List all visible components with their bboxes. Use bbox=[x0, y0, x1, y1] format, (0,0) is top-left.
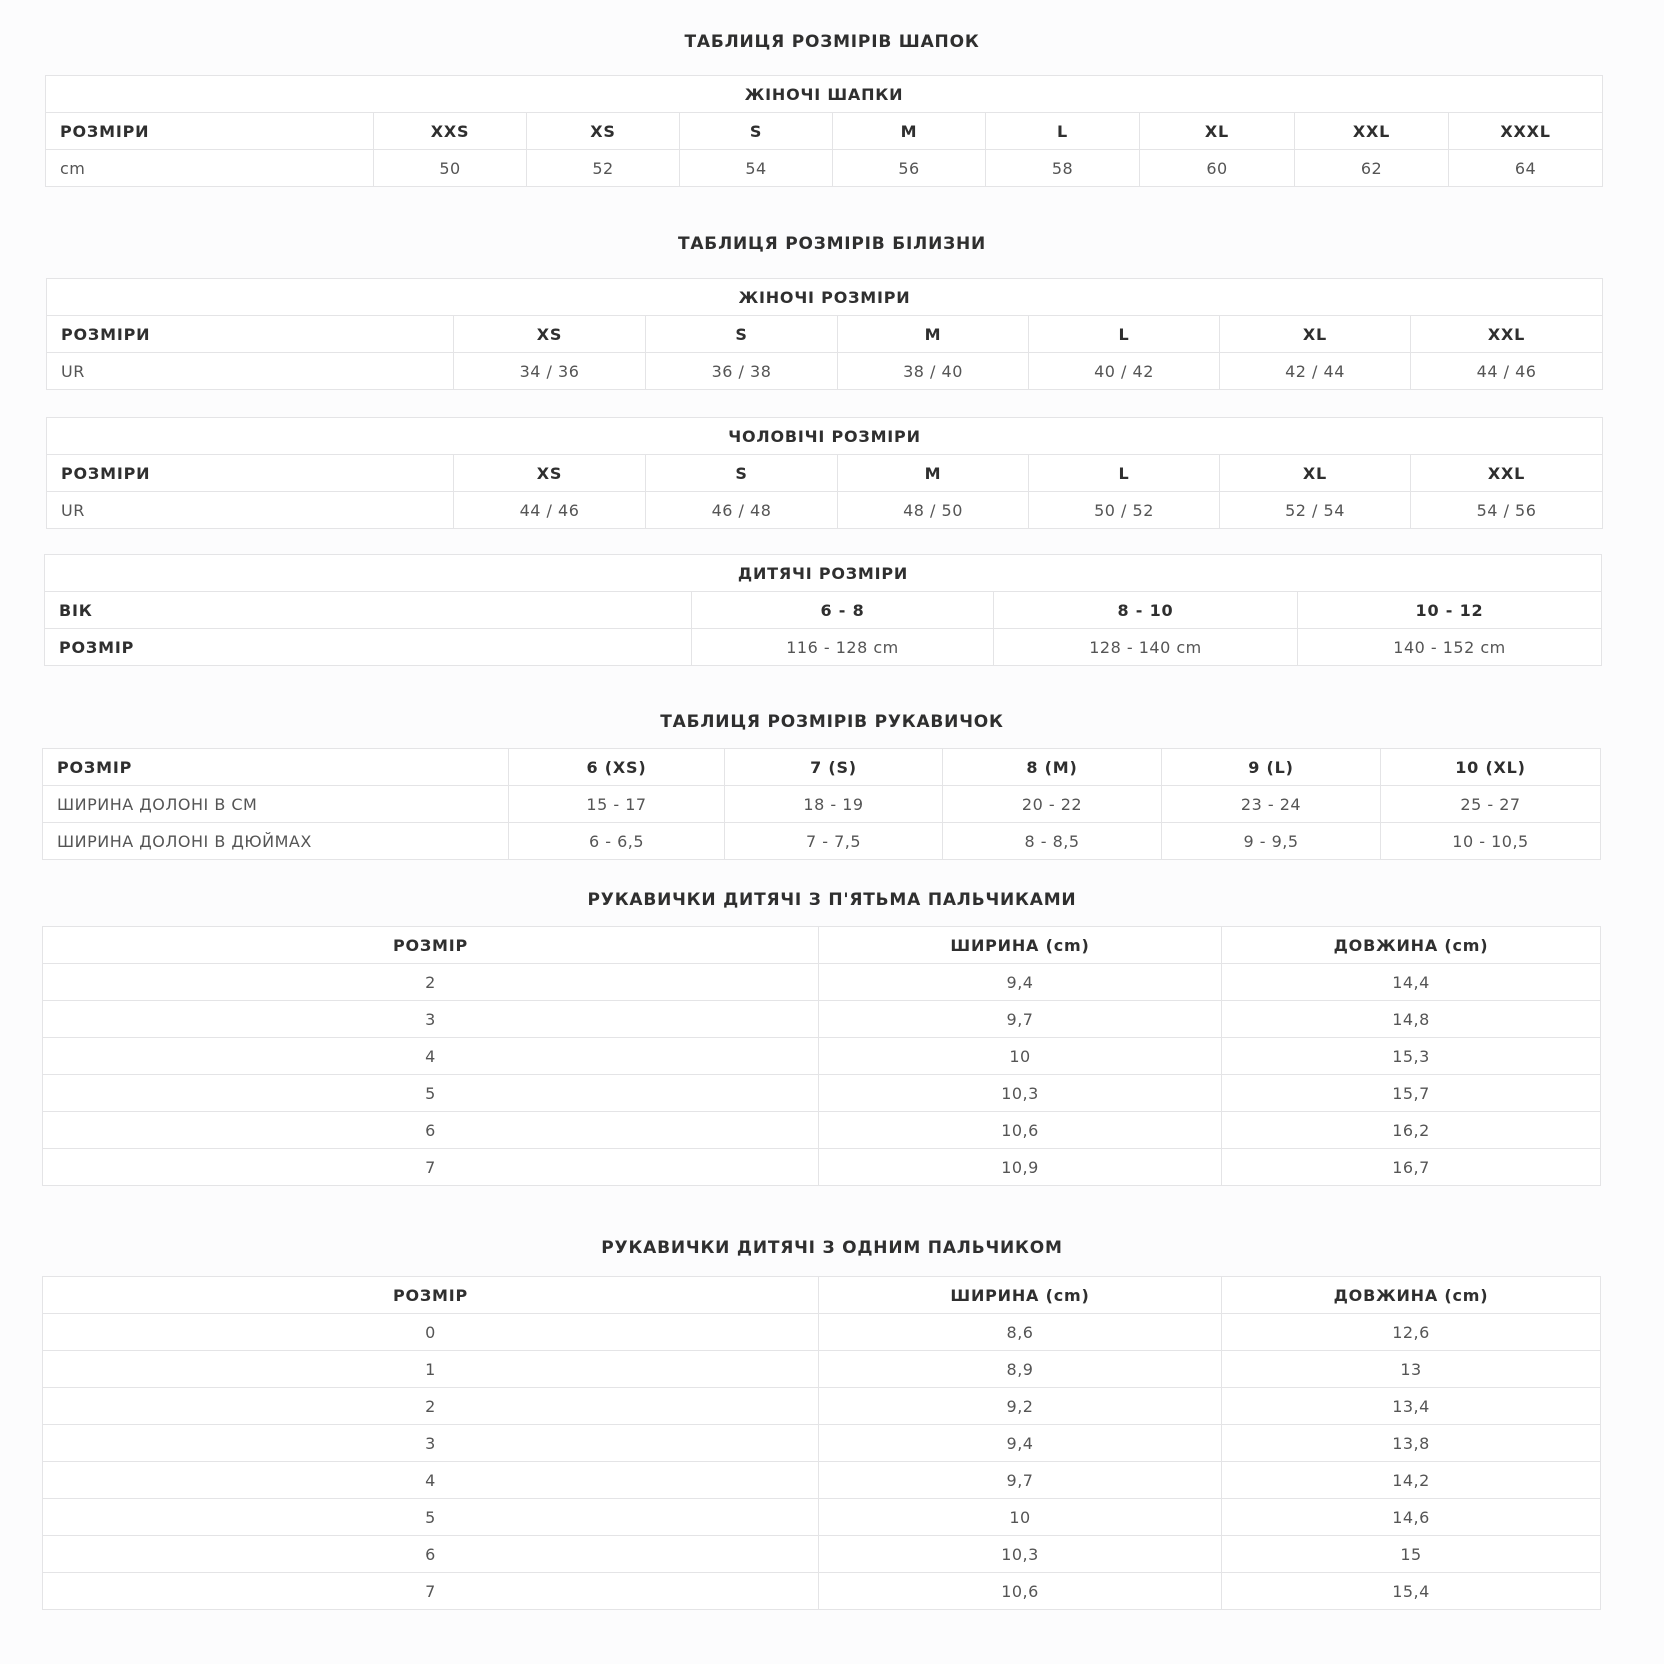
table-row bbox=[43, 1314, 1601, 1351]
table-cell: 42 / 44 bbox=[1220, 353, 1411, 390]
size-header: S bbox=[646, 455, 838, 492]
row-header: РОЗМІР bbox=[43, 749, 509, 786]
size-header: XS bbox=[527, 113, 680, 150]
table-cell: 10 bbox=[819, 1038, 1222, 1075]
column-header: ДОВЖИНА (cm) bbox=[1222, 927, 1601, 964]
unit-label: cm bbox=[46, 150, 374, 187]
age-header: 8 - 10 bbox=[994, 592, 1298, 629]
table-cell: 14,2 bbox=[1222, 1462, 1601, 1499]
table-row bbox=[43, 1149, 1601, 1186]
table-cell: 15 bbox=[1222, 1536, 1601, 1573]
table-cell: 15,3 bbox=[1222, 1038, 1601, 1075]
hats-title: ТАБЛИЦЯ РОЗМІРІВ ШАПОК bbox=[684, 32, 980, 52]
kids-five-finger-table bbox=[42, 926, 1601, 1186]
table-cell: 10 - 10,5 bbox=[1381, 823, 1601, 860]
table-row bbox=[43, 1351, 1601, 1388]
table-row bbox=[43, 786, 1601, 823]
underwear-title: ТАБЛИЦЯ РОЗМІРІВ БІЛИЗНИ bbox=[677, 234, 987, 254]
table-cell: 15,7 bbox=[1222, 1075, 1601, 1112]
table-cell: 16,7 bbox=[1222, 1149, 1601, 1186]
table-cell: 10,3 bbox=[819, 1536, 1222, 1573]
column-header: РОЗМІР bbox=[43, 927, 819, 964]
table-cell: 4 bbox=[43, 1462, 819, 1499]
table-row bbox=[45, 592, 1602, 629]
kids-mittens-table bbox=[42, 1276, 1601, 1610]
unit-label: UR bbox=[47, 492, 454, 529]
size-header: XS bbox=[454, 455, 646, 492]
size-header: L bbox=[1029, 455, 1220, 492]
table-row bbox=[45, 629, 1602, 666]
table-cell: 128 - 140 cm bbox=[994, 629, 1298, 666]
table-cell: 10,3 bbox=[819, 1075, 1222, 1112]
table-row bbox=[43, 1075, 1601, 1112]
column-header: ШИРИНА (cm) bbox=[819, 1277, 1222, 1314]
table-cell: 46 / 48 bbox=[646, 492, 838, 529]
size-label: РОЗМІР bbox=[45, 629, 692, 666]
table-cell: 6 - 6,5 bbox=[509, 823, 725, 860]
size-header: 6 (XS) bbox=[509, 749, 725, 786]
table-cell: 10,9 bbox=[819, 1149, 1222, 1186]
table-cell: 16,2 bbox=[1222, 1112, 1601, 1149]
table-cell: 13 bbox=[1222, 1351, 1601, 1388]
row-label: ШИРИНА ДОЛОНІ В СМ bbox=[43, 786, 509, 823]
table-row bbox=[43, 1499, 1601, 1536]
size-header: M bbox=[838, 455, 1029, 492]
table-cell: 25 - 27 bbox=[1381, 786, 1601, 823]
size-header: 7 (S) bbox=[725, 749, 943, 786]
table-row bbox=[43, 1112, 1601, 1149]
table-cell: 140 - 152 cm bbox=[1298, 629, 1602, 666]
table-cell: 9,7 bbox=[819, 1001, 1222, 1038]
table-cell: 1 bbox=[43, 1351, 819, 1388]
size-header: XL bbox=[1220, 316, 1411, 353]
table-cell: 7 - 7,5 bbox=[725, 823, 943, 860]
size-header: XL bbox=[1140, 113, 1295, 150]
table-cell: 7 bbox=[43, 1573, 819, 1610]
men-underwear-table bbox=[46, 417, 1603, 529]
table-header-row bbox=[43, 927, 1601, 964]
table-cell: 9,7 bbox=[819, 1462, 1222, 1499]
column-header: ШИРИНА (cm) bbox=[819, 927, 1222, 964]
size-header: 9 (L) bbox=[1162, 749, 1381, 786]
table-cell: 52 / 54 bbox=[1220, 492, 1411, 529]
size-header: S bbox=[680, 113, 833, 150]
table-cell: 58 bbox=[986, 150, 1140, 187]
table-row bbox=[47, 353, 1603, 390]
women-hats-table bbox=[45, 75, 1603, 187]
table-cell: 8,9 bbox=[819, 1351, 1222, 1388]
table-row bbox=[46, 150, 1603, 187]
table-row bbox=[43, 1462, 1601, 1499]
row-header: РОЗМІРИ bbox=[46, 113, 374, 150]
table-cell: 0 bbox=[43, 1314, 819, 1351]
size-header: XXL bbox=[1411, 455, 1603, 492]
table-row bbox=[43, 1573, 1601, 1610]
table-cell: 8,6 bbox=[819, 1314, 1222, 1351]
kids-five-finger-title: РУКАВИЧКИ ДИТЯЧІ З П'ЯТЬМА ПАЛЬЧИКАМИ bbox=[587, 890, 1077, 910]
size-header: L bbox=[986, 113, 1140, 150]
women-underwear-table bbox=[46, 278, 1603, 390]
size-header: M bbox=[838, 316, 1029, 353]
row-header: РОЗМІРИ bbox=[47, 316, 454, 353]
table-cell: 12,6 bbox=[1222, 1314, 1601, 1351]
table-row bbox=[46, 113, 1603, 150]
column-header: РОЗМІР bbox=[43, 1277, 819, 1314]
size-header: L bbox=[1029, 316, 1220, 353]
table-caption: ДИТЯЧІ РОЗМІРИ bbox=[45, 555, 1602, 592]
size-header: 10 (XL) bbox=[1381, 749, 1601, 786]
table-cell: 50 / 52 bbox=[1029, 492, 1220, 529]
table-cell: 44 / 46 bbox=[454, 492, 646, 529]
table-cell: 64 bbox=[1449, 150, 1603, 187]
table-row bbox=[43, 1001, 1601, 1038]
table-cell: 5 bbox=[43, 1075, 819, 1112]
table-header-row bbox=[43, 1277, 1601, 1314]
size-header: XL bbox=[1220, 455, 1411, 492]
table-cell: 116 - 128 cm bbox=[692, 629, 994, 666]
table-cell: 60 bbox=[1140, 150, 1295, 187]
table-cell: 56 bbox=[833, 150, 986, 187]
table-cell: 52 bbox=[527, 150, 680, 187]
table-caption: ЖІНОЧІ РОЗМІРИ bbox=[47, 279, 1603, 316]
table-cell: 54 bbox=[680, 150, 833, 187]
table-cell: 48 / 50 bbox=[838, 492, 1029, 529]
table-cell: 18 - 19 bbox=[725, 786, 943, 823]
size-header: 8 (M) bbox=[943, 749, 1162, 786]
age-label: ВІК bbox=[45, 592, 692, 629]
table-cell: 10,6 bbox=[819, 1573, 1222, 1610]
table-cell: 9,4 bbox=[819, 1425, 1222, 1462]
size-header: XS bbox=[454, 316, 646, 353]
table-cell: 15,4 bbox=[1222, 1573, 1601, 1610]
table-cell: 13,4 bbox=[1222, 1388, 1601, 1425]
table-cell: 9,4 bbox=[819, 964, 1222, 1001]
table-cell: 3 bbox=[43, 1001, 819, 1038]
table-row bbox=[47, 455, 1603, 492]
table-cell: 54 / 56 bbox=[1411, 492, 1603, 529]
size-header: XXL bbox=[1411, 316, 1603, 353]
table-cell: 6 bbox=[43, 1112, 819, 1149]
table-cell: 2 bbox=[43, 964, 819, 1001]
table-cell: 34 / 36 bbox=[454, 353, 646, 390]
table-row bbox=[43, 1388, 1601, 1425]
table-cell: 13,8 bbox=[1222, 1425, 1601, 1462]
table-cell: 15 - 17 bbox=[509, 786, 725, 823]
table-row bbox=[43, 1536, 1601, 1573]
table-row bbox=[43, 749, 1601, 786]
table-row bbox=[43, 1425, 1601, 1462]
table-cell: 10 bbox=[819, 1499, 1222, 1536]
table-row bbox=[47, 492, 1603, 529]
column-header: ДОВЖИНА (cm) bbox=[1222, 1277, 1601, 1314]
table-cell: 4 bbox=[43, 1038, 819, 1075]
table-row bbox=[47, 316, 1603, 353]
table-cell: 9 - 9,5 bbox=[1162, 823, 1381, 860]
size-header: M bbox=[833, 113, 986, 150]
table-cell: 40 / 42 bbox=[1029, 353, 1220, 390]
kids-mittens-title: РУКАВИЧКИ ДИТЯЧІ З ОДНИМ ПАЛЬЧИКОМ bbox=[601, 1238, 1063, 1258]
table-cell: 9,2 bbox=[819, 1388, 1222, 1425]
table-row bbox=[43, 964, 1601, 1001]
table-cell: 38 / 40 bbox=[838, 353, 1029, 390]
table-cell: 20 - 22 bbox=[943, 786, 1162, 823]
row-header: РОЗМІРИ bbox=[47, 455, 454, 492]
size-header: XXL bbox=[1295, 113, 1449, 150]
table-cell: 6 bbox=[43, 1536, 819, 1573]
table-cell: 44 / 46 bbox=[1411, 353, 1603, 390]
size-header: S bbox=[646, 316, 838, 353]
table-row bbox=[43, 1038, 1601, 1075]
gloves-table bbox=[42, 748, 1601, 860]
table-cell: 3 bbox=[43, 1425, 819, 1462]
age-header: 6 - 8 bbox=[692, 592, 994, 629]
row-label: ШИРИНА ДОЛОНІ В ДЮЙМАХ bbox=[43, 823, 509, 860]
kids-underwear-table bbox=[44, 554, 1602, 666]
size-header: XXXL bbox=[1449, 113, 1603, 150]
unit-label: UR bbox=[47, 353, 454, 390]
table-cell: 23 - 24 bbox=[1162, 786, 1381, 823]
table-cell: 2 bbox=[43, 1388, 819, 1425]
table-cell: 14,4 bbox=[1222, 964, 1601, 1001]
table-cell: 8 - 8,5 bbox=[943, 823, 1162, 860]
table-cell: 5 bbox=[43, 1499, 819, 1536]
table-row bbox=[43, 823, 1601, 860]
table-caption: ЧОЛОВІЧІ РОЗМІРИ bbox=[47, 418, 1603, 455]
gloves-title: ТАБЛИЦЯ РОЗМІРІВ РУКАВИЧОК bbox=[660, 712, 1004, 732]
table-caption: ЖІНОЧІ ШАПКИ bbox=[46, 76, 1603, 113]
age-header: 10 - 12 bbox=[1298, 592, 1602, 629]
table-cell: 62 bbox=[1295, 150, 1449, 187]
table-cell: 36 / 38 bbox=[646, 353, 838, 390]
table-cell: 10,6 bbox=[819, 1112, 1222, 1149]
table-cell: 50 bbox=[374, 150, 527, 187]
table-cell: 14,8 bbox=[1222, 1001, 1601, 1038]
size-header: XXS bbox=[374, 113, 527, 150]
table-cell: 14,6 bbox=[1222, 1499, 1601, 1536]
table-cell: 7 bbox=[43, 1149, 819, 1186]
